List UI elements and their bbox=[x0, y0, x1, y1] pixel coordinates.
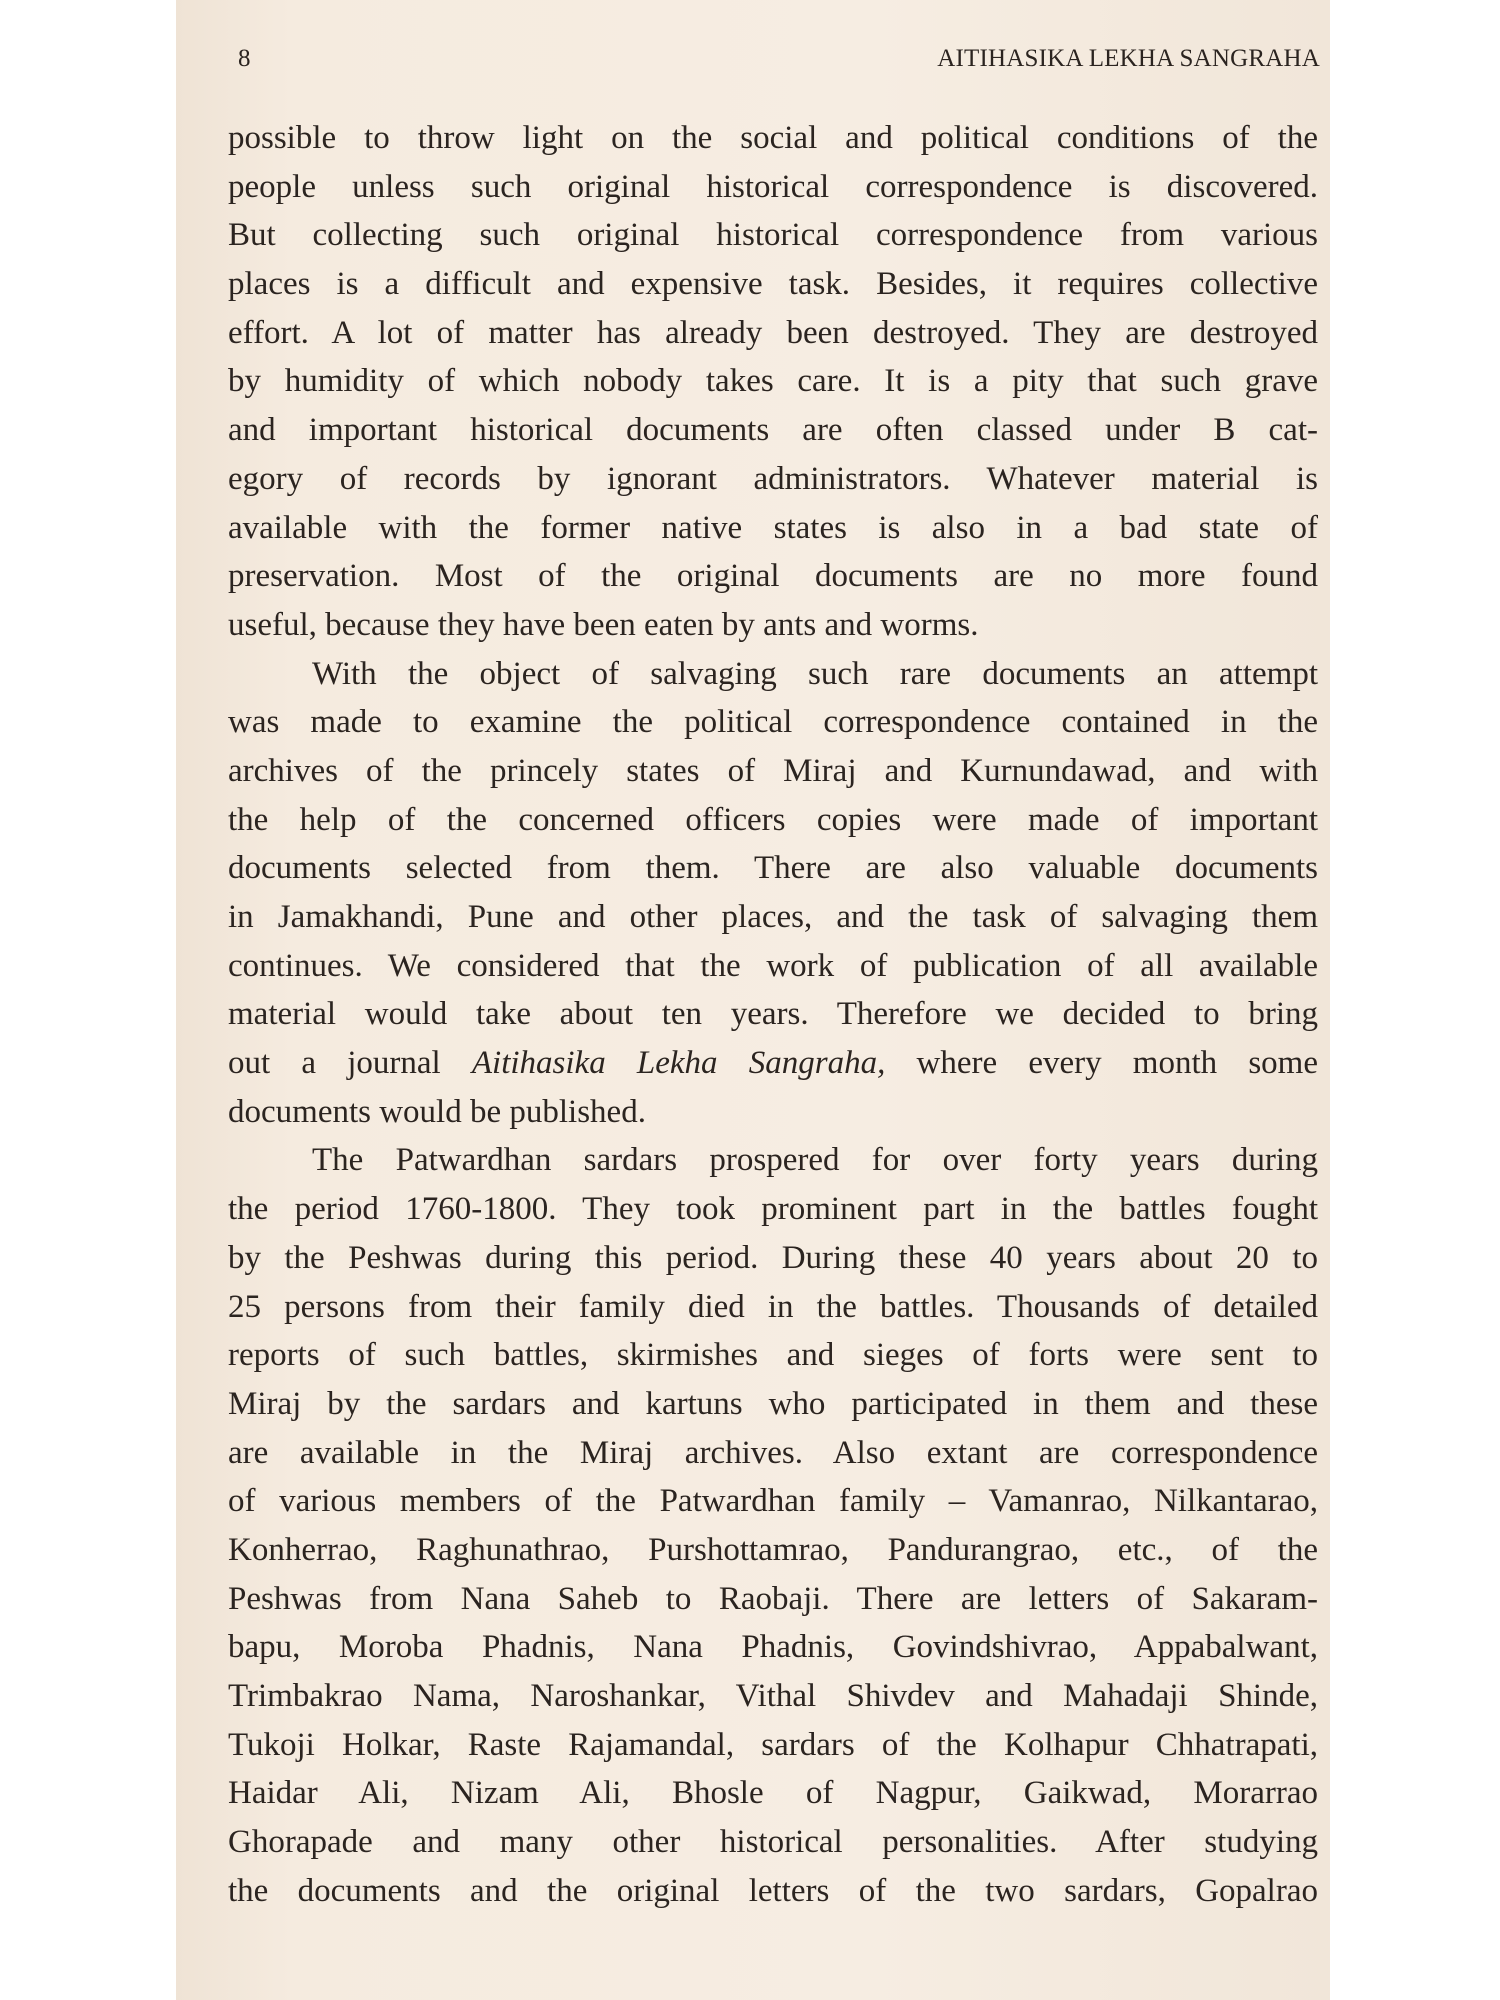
text-line: 25 persons from their family died in the battles. Thousands of detailed bbox=[228, 1288, 1318, 1325]
text-line: documents selected from them. There are also valuable documents bbox=[228, 850, 1318, 887]
text-line: The Patwardhan sardars prospered for over forty years during bbox=[312, 1142, 1318, 1179]
text-line: continues. We considered that the work of publication of all available bbox=[228, 947, 1318, 984]
text-line: of various members of the Patwardhan family – Vamanrao, Nilkantarao, bbox=[228, 1483, 1318, 1520]
running-title: AITIHASIKA LEKHA SANGRAHA bbox=[937, 45, 1320, 72]
text-segment: where every month some bbox=[885, 1045, 1318, 1082]
text-line: effort. A lot of matter has already been destroyed. They are destroyed bbox=[228, 314, 1318, 351]
text-line: With the object of salvaging such rare documents an attempt bbox=[312, 655, 1318, 692]
journal-title-italic: Aitihasika Lekha Sangraha, bbox=[471, 1045, 886, 1082]
text-line: archives of the princely states of Miraj and Kurnundawad, and with bbox=[228, 752, 1318, 789]
text-line: preservation. Most of the original documents are no more found bbox=[228, 558, 1318, 595]
page-number: 8 bbox=[238, 45, 251, 72]
text-line: Miraj by the sardars and kartuns who participated in them and these bbox=[228, 1385, 1318, 1422]
text-line: was made to examine the political correspondence contained in the bbox=[228, 704, 1318, 741]
text-line: Konherrao, Raghunathrao, Purshottamrao, Pandurangrao, etc., of the bbox=[228, 1531, 1318, 1568]
text-line: But collecting such original historical correspondence from various bbox=[228, 217, 1318, 254]
text-line: the help of the concerned officers copies were made of important bbox=[228, 801, 1318, 838]
text-line: the documents and the original letters of the two sardars, Gopalrao bbox=[228, 1872, 1318, 1909]
text-line: the period 1760-1800. They took prominent part in the battles fought bbox=[228, 1191, 1318, 1228]
body-text bbox=[228, 114, 1318, 1915]
text-line: and important historical documents are often classed under B cat- bbox=[228, 412, 1318, 449]
text-line: useful, because they have been eaten by ants and worms. bbox=[228, 606, 979, 643]
text-line bbox=[228, 1039, 1318, 1088]
text-line: material would take about ten years. Therefore we decided to bring bbox=[228, 996, 1318, 1033]
text-line: in Jamakhandi, Pune and other places, and the task of salvaging them bbox=[228, 899, 1318, 935]
text-line: places is a difficult and expensive task. Besides, it requires collective bbox=[228, 266, 1318, 303]
text-line: Ghorapade and many other historical personalities. After studying bbox=[228, 1824, 1318, 1861]
text-segment: out a journal bbox=[228, 1045, 472, 1082]
text-line: by the Peshwas during this period. During these 40 years about 20 to bbox=[228, 1239, 1318, 1276]
text-line: are available in the Miraj archives. Also extant are correspondence bbox=[228, 1434, 1318, 1471]
text-line: Tukoji Holkar, Raste Rajamandal, sardars of the Kolhapur Chhatrapati, bbox=[228, 1726, 1318, 1763]
text-line: people unless such original historical correspondence is discovered. bbox=[228, 168, 1318, 205]
text-line: by humidity of which nobody takes care. It is a pity that such grave bbox=[228, 363, 1318, 400]
text-line: reports of such battles, skirmishes and sieges of forts were sent to bbox=[228, 1337, 1318, 1374]
text-line: bapu, Moroba Phadnis, Nana Phadnis, Govindshivrao, Appabalwant, bbox=[228, 1629, 1318, 1666]
text-line: documents would be published. bbox=[228, 1093, 646, 1130]
paragraph-3 bbox=[228, 1136, 1318, 1915]
paragraph-1 bbox=[228, 114, 1318, 650]
text-line: egory of records by ignorant administrators. Whatever material is bbox=[228, 460, 1318, 497]
text-line: available with the former native states is also in a bad state of bbox=[228, 509, 1318, 546]
text-line: possible to throw light on the social and political conditions of the bbox=[228, 120, 1318, 156]
text-line: Peshwas from Nana Saheb to Raobaji. There are letters of Sakaram- bbox=[228, 1580, 1318, 1617]
text-line: Haidar Ali, Nizam Ali, Bhosle of Nagpur, Gaikwad, Morarrao bbox=[228, 1775, 1318, 1812]
paragraph-2 bbox=[228, 650, 1318, 1137]
text-line: Trimbakrao Nama, Naroshankar, Vithal Shivdev and Mahadaji Shinde, bbox=[228, 1678, 1318, 1714]
